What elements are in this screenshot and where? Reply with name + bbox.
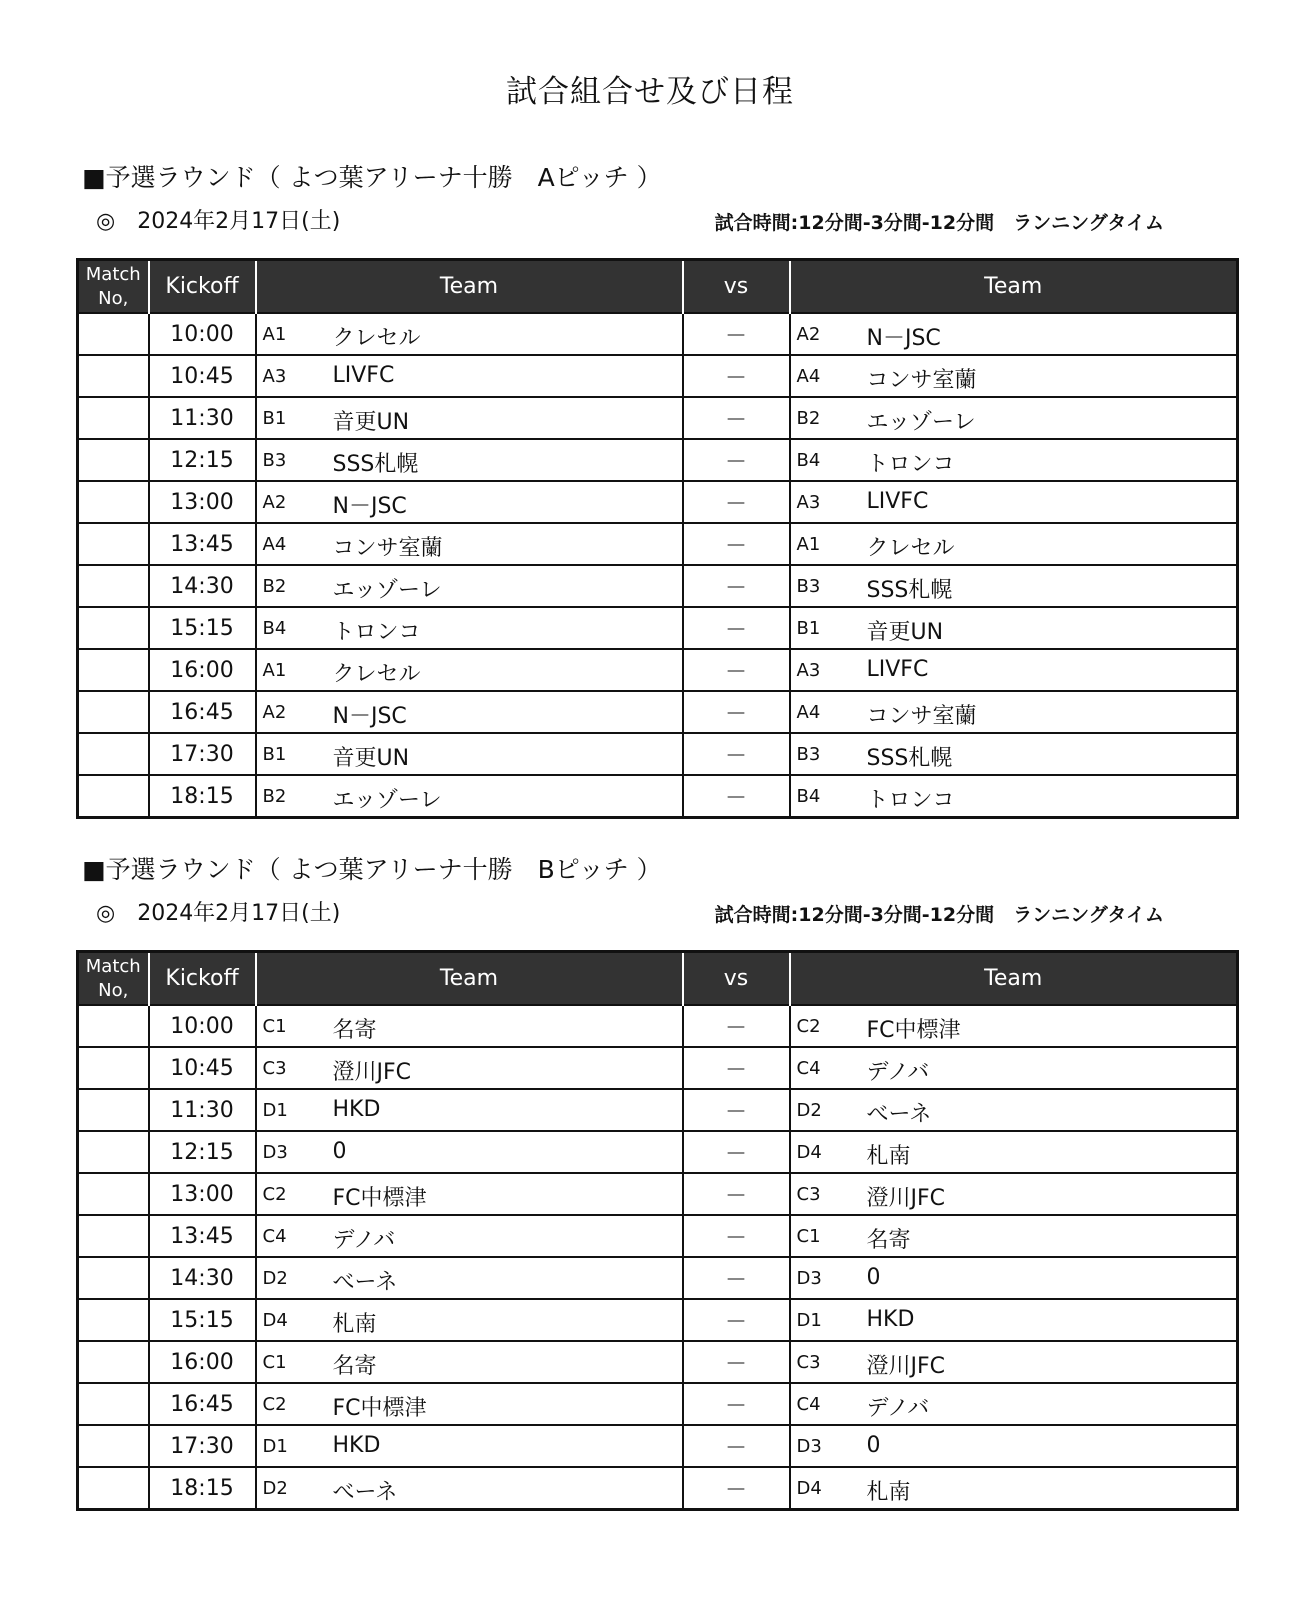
home-team-cell — [256, 439, 683, 481]
away-team-code: B1 — [796, 618, 821, 639]
home-team-name: FC中標津 — [332, 1396, 427, 1421]
vs-dash: － — [683, 565, 790, 607]
kickoff-time: 10:00 — [149, 313, 256, 355]
home-team-name: クレセル — [332, 326, 421, 351]
vs-dash: － — [683, 607, 790, 649]
table-row — [78, 1089, 1238, 1131]
away-team-cell — [790, 1257, 1238, 1299]
home-team-cell — [256, 1467, 683, 1510]
kickoff-time: 13:45 — [149, 1215, 256, 1257]
table-row — [78, 565, 1238, 607]
away-team-cell — [790, 691, 1238, 733]
home-team-code: C2 — [262, 1394, 287, 1415]
home-team-name: N－JSC — [332, 704, 407, 729]
kickoff-time: 12:15 — [149, 439, 256, 481]
away-team-cell — [790, 481, 1238, 523]
away-team-cell — [790, 355, 1238, 397]
table-header-row — [78, 952, 1238, 1006]
home-team-code: A2 — [262, 492, 287, 513]
kickoff-time: 14:30 — [149, 1257, 256, 1299]
kickoff-time: 13:00 — [149, 481, 256, 523]
home-team-name: 音更UN — [332, 410, 410, 435]
away-team-cell — [790, 1383, 1238, 1425]
match-no-cell — [78, 649, 149, 691]
section-heading: ■予選ラウンド（ よつ葉アリーナ十勝 Aピッチ ） — [82, 163, 662, 192]
home-team-cell — [256, 1341, 683, 1383]
away-team-name: N－JSC — [866, 326, 941, 351]
table-row — [78, 1257, 1238, 1299]
home-team-cell — [256, 1089, 683, 1131]
kickoff-time: 15:15 — [149, 607, 256, 649]
schedule-table-a — [76, 258, 1239, 819]
away-team-name: LIVFC — [866, 657, 929, 682]
home-team-code: C3 — [262, 1058, 287, 1079]
kickoff-time: 12:15 — [149, 1131, 256, 1173]
home-team-name: エッゾーレ — [332, 578, 442, 603]
home-team-code: C2 — [262, 1184, 287, 1205]
table-row — [78, 1467, 1238, 1510]
home-team-code: D1 — [262, 1100, 288, 1121]
home-team-name: べーネ — [332, 1480, 398, 1505]
table-row — [78, 1005, 1238, 1047]
home-team-cell — [256, 313, 683, 355]
match-no-cell — [78, 691, 149, 733]
vs-dash: － — [683, 313, 790, 355]
match-no-cell — [78, 313, 149, 355]
vs-dash: － — [683, 1425, 790, 1467]
away-team-name: 澄川JFC — [866, 1354, 946, 1379]
match-no-cell — [78, 1257, 149, 1299]
vs-dash: － — [683, 1047, 790, 1089]
table-row — [78, 691, 1238, 733]
away-team-name: 名寄 — [866, 1228, 911, 1253]
vs-dash: － — [683, 439, 790, 481]
away-team-name: SSS札幌 — [866, 578, 953, 603]
table-row — [78, 1215, 1238, 1257]
away-team-cell — [790, 313, 1238, 355]
home-team-code: B2 — [262, 786, 287, 807]
home-team-cell — [256, 1005, 683, 1047]
home-team-code: B2 — [262, 576, 287, 597]
vs-dash: － — [683, 1131, 790, 1173]
away-team-cell — [790, 1089, 1238, 1131]
home-team-name: エッゾーレ — [332, 788, 442, 813]
match-no-cell — [78, 1383, 149, 1425]
away-team-cell — [790, 1425, 1238, 1467]
vs-dash: － — [683, 1341, 790, 1383]
away-team-name: SSS札幌 — [866, 746, 953, 771]
home-team-code: D2 — [262, 1478, 288, 1499]
away-team-code: A3 — [796, 492, 821, 513]
away-team-code: D3 — [796, 1436, 822, 1457]
kickoff-time: 13:45 — [149, 523, 256, 565]
vs-dash: － — [683, 1299, 790, 1341]
kickoff-time: 16:00 — [149, 649, 256, 691]
home-team-cell — [256, 649, 683, 691]
vs-dash: － — [683, 1257, 790, 1299]
away-team-code: A1 — [796, 534, 821, 555]
section-date: ◎ 2024年2月17日(土) — [96, 209, 341, 234]
home-team-code: D4 — [262, 1310, 288, 1331]
home-team-cell — [256, 397, 683, 439]
vs-dash: － — [683, 1215, 790, 1257]
away-team-code: A4 — [796, 366, 821, 387]
away-team-cell — [790, 1299, 1238, 1341]
away-team-name: 札南 — [866, 1144, 911, 1169]
away-team-name: 澄川JFC — [866, 1186, 946, 1211]
match-duration-note: 試合時間:12分間-3分間-12分間 ランニングタイム — [714, 904, 1164, 926]
home-team-code: A4 — [262, 534, 287, 555]
home-team-cell — [256, 1299, 683, 1341]
away-team-code: C1 — [796, 1226, 821, 1247]
table-row — [78, 1341, 1238, 1383]
kickoff-time: 10:00 — [149, 1005, 256, 1047]
match-no-cell — [78, 1215, 149, 1257]
away-team-name: コンサ室蘭 — [866, 368, 977, 393]
away-team-code: D1 — [796, 1310, 822, 1331]
kickoff-time: 18:15 — [149, 1467, 256, 1510]
header-team-right: Team — [790, 260, 1238, 314]
home-team-name: 0 — [332, 1139, 347, 1164]
table-row — [78, 1299, 1238, 1341]
home-team-name: 澄川JFC — [332, 1060, 412, 1085]
table-row — [78, 1047, 1238, 1089]
vs-dash: － — [683, 1383, 790, 1425]
home-team-code: C1 — [262, 1352, 287, 1373]
home-team-cell — [256, 1131, 683, 1173]
vs-dash: － — [683, 355, 790, 397]
match-no-cell — [78, 355, 149, 397]
table-row — [78, 733, 1238, 775]
away-team-cell — [790, 1005, 1238, 1047]
table-row — [78, 313, 1238, 355]
away-team-cell — [790, 565, 1238, 607]
match-duration-note: 試合時間:12分間-3分間-12分間 ランニングタイム — [714, 212, 1164, 234]
home-team-cell — [256, 355, 683, 397]
away-team-cell — [790, 1131, 1238, 1173]
home-team-name: トロンコ — [332, 620, 421, 645]
away-team-name: トロンコ — [866, 788, 955, 813]
away-team-cell — [790, 439, 1238, 481]
away-team-code: C3 — [796, 1352, 821, 1373]
match-no-cell — [78, 1005, 149, 1047]
vs-dash: － — [683, 397, 790, 439]
vs-dash: － — [683, 1005, 790, 1047]
kickoff-time: 10:45 — [149, 1047, 256, 1089]
table-row — [78, 649, 1238, 691]
away-team-code: C2 — [796, 1016, 821, 1037]
away-team-name: 0 — [866, 1433, 881, 1458]
home-team-cell — [256, 565, 683, 607]
away-team-name: デノバ — [866, 1060, 930, 1085]
table-row — [78, 439, 1238, 481]
table-body — [78, 313, 1238, 818]
home-team-code: D3 — [262, 1142, 288, 1163]
away-team-code: B3 — [796, 744, 821, 765]
home-team-code: C4 — [262, 1226, 287, 1247]
kickoff-time: 13:00 — [149, 1173, 256, 1215]
header-kickoff: Kickoff — [149, 260, 256, 314]
home-team-name: デノバ — [332, 1228, 396, 1253]
away-team-code: A4 — [796, 702, 821, 723]
home-team-name: HKD — [332, 1097, 381, 1122]
match-no-cell — [78, 523, 149, 565]
vs-dash: － — [683, 691, 790, 733]
home-team-cell — [256, 607, 683, 649]
away-team-cell — [790, 649, 1238, 691]
vs-dash: － — [683, 733, 790, 775]
away-team-code: A3 — [796, 660, 821, 681]
match-no-cell — [78, 1341, 149, 1383]
away-team-name: LIVFC — [866, 489, 929, 514]
kickoff-time: 14:30 — [149, 565, 256, 607]
match-no-cell — [78, 733, 149, 775]
kickoff-time: 15:15 — [149, 1299, 256, 1341]
match-no-cell — [78, 1047, 149, 1089]
vs-dash: － — [683, 1173, 790, 1215]
home-team-name: べーネ — [332, 1270, 398, 1295]
header-team-right: Team — [790, 952, 1238, 1006]
away-team-name: トロンコ — [866, 452, 955, 477]
away-team-name: 音更UN — [866, 620, 944, 645]
table-row — [78, 775, 1238, 818]
table-row — [78, 397, 1238, 439]
kickoff-time: 10:45 — [149, 355, 256, 397]
home-team-name: 名寄 — [332, 1354, 377, 1379]
header-vs: vs — [683, 260, 790, 314]
home-team-cell — [256, 523, 683, 565]
home-team-cell — [256, 1047, 683, 1089]
home-team-code: A1 — [262, 660, 287, 681]
match-no-cell — [78, 481, 149, 523]
header-kickoff: Kickoff — [149, 952, 256, 1006]
header-match-no: Match No, — [78, 952, 149, 1006]
kickoff-time: 16:45 — [149, 691, 256, 733]
away-team-code: A2 — [796, 324, 821, 345]
vs-dash: － — [683, 775, 790, 818]
away-team-name: 0 — [866, 1265, 881, 1290]
home-team-name: SSS札幌 — [332, 452, 419, 477]
vs-dash: － — [683, 481, 790, 523]
section-date: ◎ 2024年2月17日(土) — [96, 901, 341, 926]
away-team-cell — [790, 775, 1238, 818]
home-team-cell — [256, 1257, 683, 1299]
away-team-code: B4 — [796, 450, 821, 471]
home-team-cell — [256, 481, 683, 523]
document-title: 試合組合せ及び日程 — [506, 74, 794, 110]
table-body — [78, 1005, 1238, 1510]
match-no-cell — [78, 1089, 149, 1131]
home-team-name: 名寄 — [332, 1018, 377, 1043]
kickoff-time: 11:30 — [149, 1089, 256, 1131]
away-team-cell — [790, 733, 1238, 775]
home-team-cell — [256, 1215, 683, 1257]
table-row — [78, 1383, 1238, 1425]
match-no-cell — [78, 1173, 149, 1215]
home-team-code: B3 — [262, 450, 287, 471]
home-team-name: 札南 — [332, 1312, 377, 1337]
away-team-name: エッゾーレ — [866, 410, 976, 435]
header-vs: vs — [683, 952, 790, 1006]
table-row — [78, 481, 1238, 523]
match-no-cell — [78, 1131, 149, 1173]
home-team-code: B1 — [262, 744, 287, 765]
away-team-cell — [790, 397, 1238, 439]
kickoff-time: 11:30 — [149, 397, 256, 439]
schedule-table-b — [76, 950, 1239, 1511]
table-row — [78, 1173, 1238, 1215]
away-team-name: べーネ — [866, 1102, 932, 1127]
home-team-name: N－JSC — [332, 494, 407, 519]
home-team-cell — [256, 775, 683, 818]
away-team-name: クレセル — [866, 536, 955, 561]
away-team-code: D4 — [796, 1142, 822, 1163]
away-team-code: B2 — [796, 408, 821, 429]
match-no-cell — [78, 607, 149, 649]
home-team-cell — [256, 1173, 683, 1215]
vs-dash: － — [683, 1089, 790, 1131]
home-team-cell — [256, 1425, 683, 1467]
home-team-code: A1 — [262, 324, 287, 345]
away-team-code: C3 — [796, 1184, 821, 1205]
away-team-cell — [790, 1215, 1238, 1257]
home-team-name: 音更UN — [332, 746, 410, 771]
header-match-no: Match No, — [78, 260, 149, 314]
home-team-cell — [256, 691, 683, 733]
vs-dash: － — [683, 523, 790, 565]
header-team-left: Team — [256, 260, 683, 314]
table-header-row — [78, 260, 1238, 314]
home-team-name: HKD — [332, 1433, 381, 1458]
away-team-cell — [790, 1047, 1238, 1089]
match-no-cell — [78, 1425, 149, 1467]
home-team-name: FC中標津 — [332, 1186, 427, 1211]
home-team-code: C1 — [262, 1016, 287, 1037]
away-team-code: D2 — [796, 1100, 822, 1121]
match-no-cell — [78, 397, 149, 439]
home-team-code: B4 — [262, 618, 287, 639]
away-team-cell — [790, 523, 1238, 565]
away-team-name: 札南 — [866, 1480, 911, 1505]
section-heading: ■予選ラウンド（ よつ葉アリーナ十勝 Bピッチ ） — [82, 855, 662, 884]
home-team-cell — [256, 733, 683, 775]
home-team-name: クレセル — [332, 662, 421, 687]
away-team-code: D4 — [796, 1478, 822, 1499]
match-no-cell — [78, 1467, 149, 1510]
kickoff-time: 18:15 — [149, 775, 256, 818]
table-row — [78, 355, 1238, 397]
kickoff-time: 17:30 — [149, 733, 256, 775]
away-team-cell — [790, 1467, 1238, 1510]
table-row — [78, 1131, 1238, 1173]
kickoff-time: 17:30 — [149, 1425, 256, 1467]
match-no-cell — [78, 1299, 149, 1341]
away-team-name: コンサ室蘭 — [866, 704, 977, 729]
table-row — [78, 607, 1238, 649]
home-team-cell — [256, 1383, 683, 1425]
away-team-code: B4 — [796, 786, 821, 807]
kickoff-time: 16:45 — [149, 1383, 256, 1425]
home-team-name: コンサ室蘭 — [332, 536, 443, 561]
home-team-code: A2 — [262, 702, 287, 723]
away-team-name: FC中標津 — [866, 1018, 961, 1043]
home-team-code: D1 — [262, 1436, 288, 1457]
home-team-code: B1 — [262, 408, 287, 429]
away-team-code: C4 — [796, 1394, 821, 1415]
table-row — [78, 523, 1238, 565]
away-team-code: C4 — [796, 1058, 821, 1079]
away-team-name: HKD — [866, 1307, 915, 1332]
vs-dash: － — [683, 1467, 790, 1510]
away-team-cell — [790, 1173, 1238, 1215]
away-team-code: B3 — [796, 576, 821, 597]
away-team-cell — [790, 607, 1238, 649]
match-no-cell — [78, 439, 149, 481]
match-no-cell — [78, 775, 149, 818]
table-row — [78, 1425, 1238, 1467]
header-team-left: Team — [256, 952, 683, 1006]
away-team-cell — [790, 1341, 1238, 1383]
home-team-code: A3 — [262, 366, 287, 387]
home-team-code: D2 — [262, 1268, 288, 1289]
kickoff-time: 16:00 — [149, 1341, 256, 1383]
away-team-code: D3 — [796, 1268, 822, 1289]
away-team-name: デノバ — [866, 1396, 930, 1421]
home-team-name: LIVFC — [332, 363, 395, 388]
match-no-cell — [78, 565, 149, 607]
vs-dash: － — [683, 649, 790, 691]
